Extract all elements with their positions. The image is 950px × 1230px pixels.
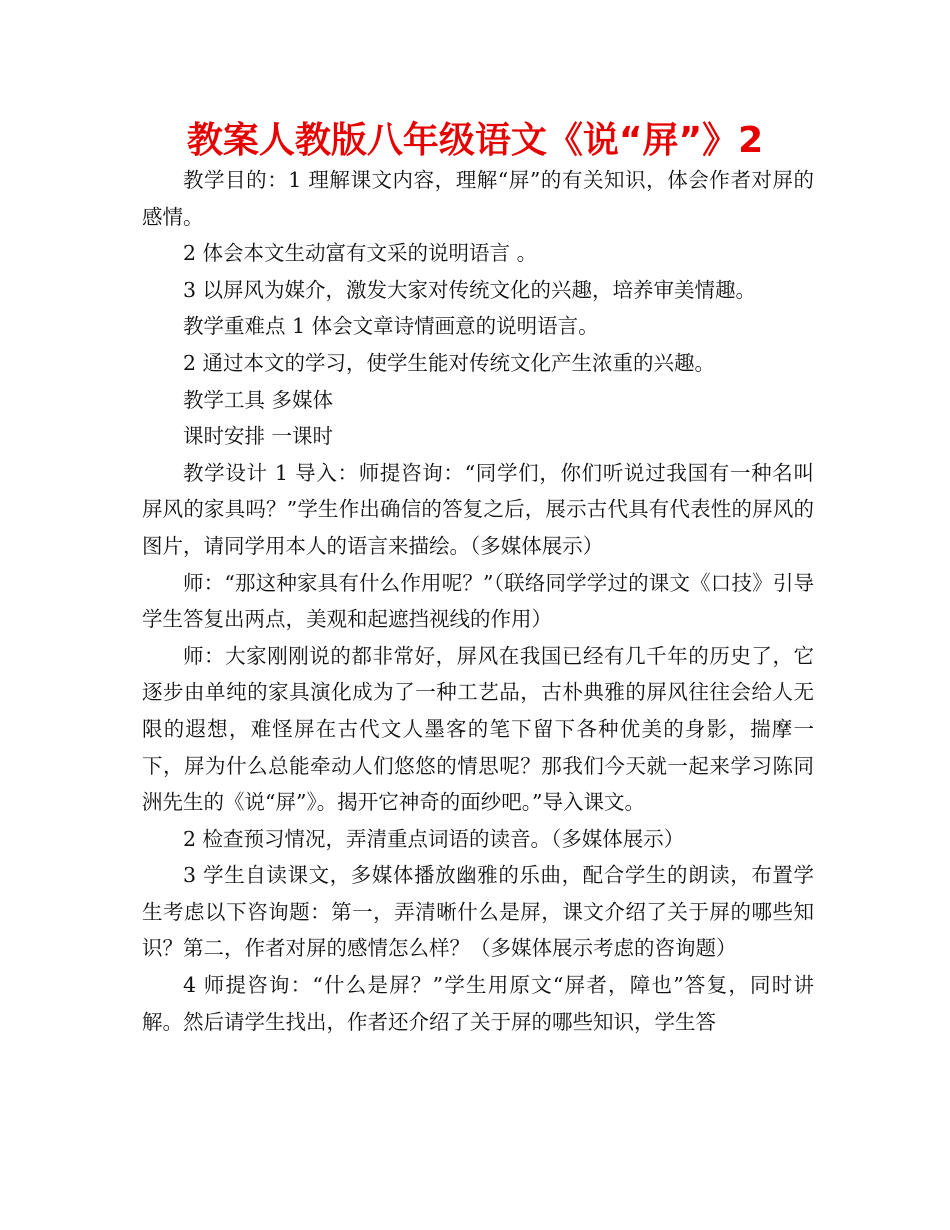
paragraph-teacher-question: 师：“那这种家具有什么作用呢？”（联络同学学过的课文《口技》引导学生答复出两点，美观和起遮挡视线的作用） <box>142 570 814 632</box>
paragraph-objective-2: 2 体会本文生动富有文采的说明语言 。 <box>183 241 538 266</box>
paragraph-step-2: 2 检查预习情况，弄清重点词语的读音。（多媒体展示） <box>183 826 685 851</box>
document-body <box>142 162 814 1040</box>
paragraph-objective-3: 3 以屏风为媒介，激发大家对传统文化的兴趣，培养审美情趣。 <box>183 277 757 302</box>
paragraph-step-4: 4 师提咨询：“什么是屏？”学生用原文“屏者，障也”答复，同时讲解。然后请学生找出，作者还介绍了关于屏的哪些知识，学生答 <box>142 973 814 1034</box>
paragraph-key-point-1: 教学重难点 1 体会文章诗情画意的说明语言。 <box>183 314 599 339</box>
document-title: 教案人教版八年级语文《说“屏”》2 <box>186 120 764 161</box>
paragraph-teacher-remarks: 师：大家刚刚说的都非常好，屏风在我国已经有几千年的历史了，它逐步由单纯的家具演化成为了一种工艺品，古朴典雅的屏风往往会给人无限的遐想，难怪屏在古代文人墨客的笔下留下各种优美的身影，揣摩一下，屏为什么总能牵动人们悠悠的情思呢？那我们今天就一起来学习陈同洲先生的《说“屏”》。揭开它神奇的面纱吧。”导入课文。 <box>142 643 814 815</box>
paragraph-design-intro: 教学设计 1 导入：师提咨询：“同学们，你们听说过我国有一种名叫屏风的家具吗？”学生作出确信的答复之后，展示古代具有代表性的屏风的图片，请同学用本人的语言来描绘。（多媒体展示） <box>142 460 814 558</box>
paragraph-step-3: 3 学生自读课文，多媒体播放幽雅的乐曲，配合学生的朗读，布置学生考虑以下咨询题：第一，弄清晰什么是屏，课文介绍了关于屏的哪些知识？第二，作者对屏的感情怎么样？（多媒体展示考虑的咨询题） <box>142 863 814 961</box>
paragraph-teaching-tools: 教学工具 多媒体 <box>183 387 334 412</box>
paragraph-key-point-2: 2 通过本文的学习，使学生能对传统文化产生浓重的兴趣。 <box>183 350 716 375</box>
paragraph-schedule: 课时安排 一课时 <box>183 424 334 449</box>
paragraph-objective-1: 教学目的：1 理解课文内容，理解“屏”的有关知识，体会作者对屏的感情。 <box>142 168 814 229</box>
